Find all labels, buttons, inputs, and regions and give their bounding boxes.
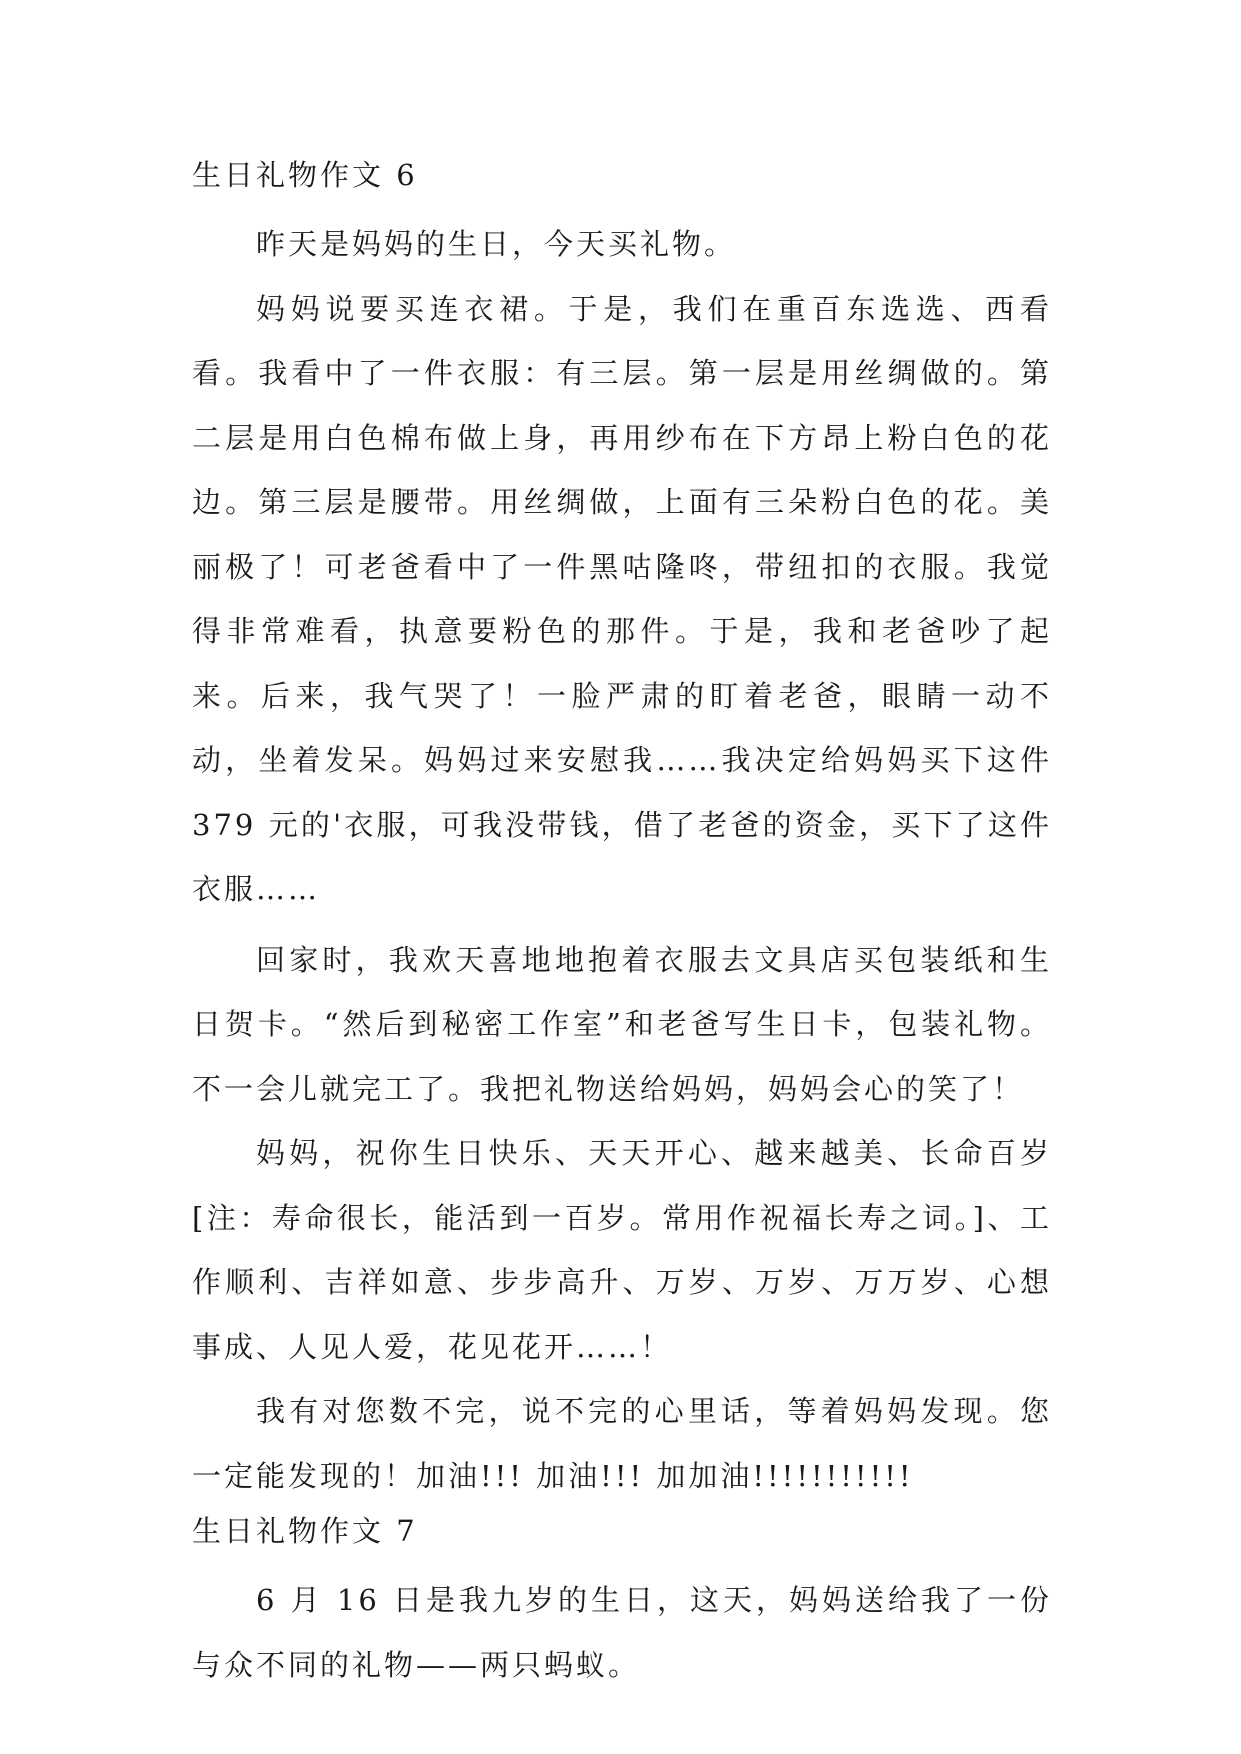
paragraph: 6 月 16 日是我九岁的生日，这天，妈妈送给我了一份与众不同的礼物——两只蚂蚁。 — [192, 1583, 1052, 1682]
paragraph: 我有对您数不完，说不完的心里话，等着妈妈发现。您一定能发现的！加油!!! 加油!!! 加加油!!!!!!!!!!! — [192, 1394, 1052, 1493]
document-body — [192, 156, 1052, 1697]
paragraph: 昨天是妈妈的生日，今天买礼物。 — [256, 227, 737, 261]
paragraph: 妈妈说要买连衣裙。于是，我们在重百东选选、西看看。我看中了一件衣服：有三层。第一层是用丝绸做的。第二层是用白色棉布做上身，再用纱布在下方昂上粉白色的花边。第三层是腰带。用丝绸做，上面有三朵粉白色的花。美丽极了！可老爸看中了一件黑咕隆咚，带纽扣的衣服。我觉得非常难看，执意要粉色的那件。于是，我和老爸吵了起来。后来，我气哭了！一脸严肃的盯着老爸，眼睛一动不动，坐着发呆。妈妈过来安慰我……我决定给妈妈买下这件 379 元的'衣服，可我没带钱，借了老爸的资金，买下了这件衣服…… — [192, 291, 1052, 906]
paragraph: 妈妈，祝你生日快乐、天天开心、越来越美、长命百岁[注：寿命很长，能活到一百岁。常用作祝福长寿之词。]、工作顺利、吉祥如意、步步高升、万岁、万岁、万万岁、心想事成、人见人爱，花见花开……！ — [192, 1136, 1052, 1364]
essay-heading-7: 生日礼物作文 7 — [192, 1514, 418, 1548]
paragraph: 回家时，我欢天喜地地抱着衣服去文具店买包装纸和生日贺卡。“然后到秘密工作室”和老爸写生日卡，包装礼物。不一会儿就完工了。我把礼物送给妈妈，妈妈会心的笑了！ — [192, 942, 1052, 1106]
essay-heading-6: 生日礼物作文 6 — [192, 158, 418, 192]
